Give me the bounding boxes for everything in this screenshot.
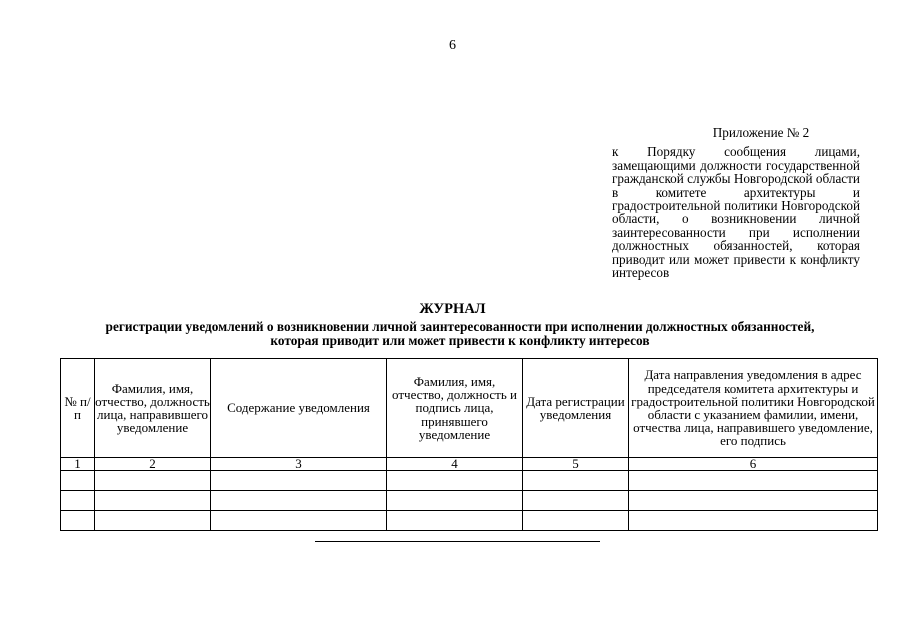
journal-subtitle: регистрации уведомлений о возникновении личной заинтересованности при исполнении должностных обязанностей, которая приводит или может привести к конфликту интересов [105,319,815,348]
header-sending-date: Дата направления уведомления в адрес председателя комитета архитектуры и градостроительной политики Новгородской области с указанием фамилии, имени, отчества лица, направившего уведомление, его подпись [629,359,878,458]
header-content: Содержание уведомления [211,359,387,458]
register-table [60,358,878,531]
table-cell [61,491,95,511]
table-row [61,471,878,491]
table-header-row [61,359,878,458]
header-registration-date: Дата регистрации уведомления [523,359,629,458]
header-sender: Фамилия, имя, отчество, должность лица, направившего уведомление [95,359,211,458]
table-cell [95,471,211,491]
table-cell [387,511,523,531]
header-receiver: Фамилия, имя, отчество, должность и подпись лица, принявшего уведомление [387,359,523,458]
table-cell [629,491,878,511]
column-number: 4 [387,458,523,471]
header-number: № п/п [61,359,95,458]
table-cell [61,511,95,531]
table-cell [95,511,211,531]
page-number: 6 [449,38,456,53]
table-cell [211,471,387,491]
table-cell [387,491,523,511]
table-row [61,511,878,531]
column-number: 3 [211,458,387,471]
journal-title: ЖУРНАЛ [419,301,486,317]
column-number: 1 [61,458,95,471]
table-cell [61,471,95,491]
column-number: 5 [523,458,629,471]
appendix-text: к Порядку сообщения лицами, замещающими должности государственной гражданской службы Новгородской области в комитете архитектуры и градостроительной политики Новгородской области, о возникновении личной заинтересованности при исполнении должностных обязанностей, которая приводит или может привести к конфликту интересов [612,144,860,281]
column-number: 2 [95,458,211,471]
table-cell [629,471,878,491]
table-cell [387,471,523,491]
closing-line [315,541,600,542]
table-row [61,491,878,511]
table-cell [523,491,629,511]
table-cell [95,491,211,511]
table-cell [211,491,387,511]
table-cell [523,471,629,491]
appendix-title: Приложение № 2 [712,125,810,140]
table-cell [211,511,387,531]
column-number-row [61,458,878,471]
table-cell [523,511,629,531]
appendix-block [612,126,860,279]
table-cell [629,511,878,531]
column-number: 6 [629,458,878,471]
